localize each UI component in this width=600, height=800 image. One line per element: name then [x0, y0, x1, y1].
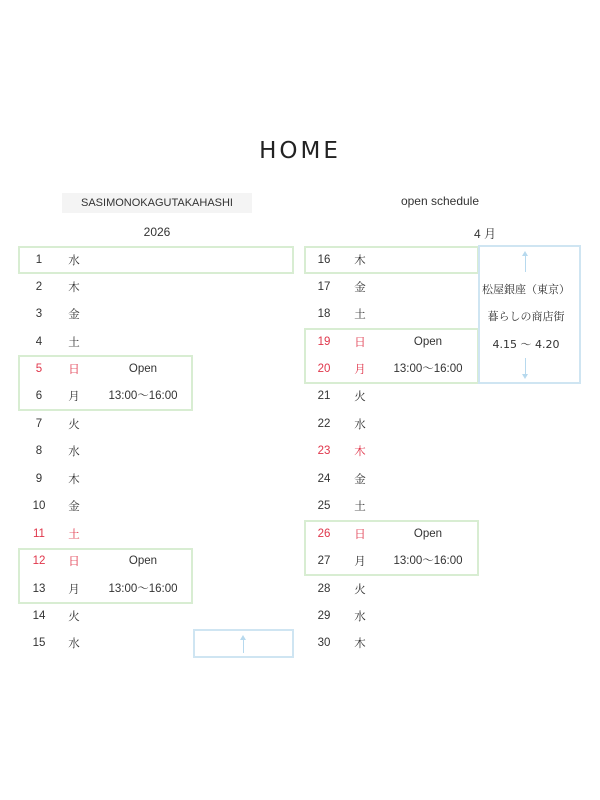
open-hours: 13:00～16:00	[108, 390, 178, 402]
day-number: 2	[35, 281, 43, 293]
day-number: 8	[35, 445, 43, 457]
day-number: 7	[35, 418, 43, 430]
day-number: 9	[35, 473, 43, 485]
day-number: 12	[32, 555, 46, 567]
weekday: 月	[354, 362, 366, 376]
open-label: Open	[413, 528, 443, 540]
weekday: 火	[354, 389, 366, 403]
day-number: 14	[32, 610, 46, 622]
day-number: 10	[32, 500, 46, 512]
weekday: 日	[354, 527, 366, 541]
weekday: 木	[68, 472, 80, 486]
weekday: 日	[354, 335, 366, 349]
open-hours: 13:00～16:00	[393, 555, 463, 567]
calendar-month: 4 月	[473, 227, 496, 241]
open-label: Open	[413, 336, 443, 348]
open-hours: 13:00～16:00	[393, 363, 463, 375]
event-dates: 4.15 ～ 4.20	[492, 338, 560, 351]
day-number: 22	[317, 418, 331, 430]
day-number: 17	[317, 281, 331, 293]
weekday: 水	[354, 609, 366, 623]
open-label: Open	[128, 555, 158, 567]
event-venue: 松屋銀座（東京）	[482, 283, 570, 296]
day-number: 24	[317, 473, 331, 485]
open-label: Open	[128, 363, 158, 375]
day-number: 13	[32, 583, 46, 595]
day-number: 26	[317, 528, 331, 540]
weekday: 水	[354, 417, 366, 431]
weekday: 水	[68, 636, 80, 650]
day-number: 5	[35, 363, 43, 375]
arrow-down-line	[525, 358, 526, 374]
day-number: 30	[317, 637, 331, 649]
day-number: 11	[33, 528, 45, 540]
weekday: 木	[354, 636, 366, 650]
weekday: 金	[68, 499, 80, 513]
weekday: 金	[354, 280, 366, 294]
weekday: 木	[354, 253, 366, 267]
day-number: 27	[317, 555, 331, 567]
weekday: 水	[68, 444, 80, 458]
calendar-year: 2026	[143, 225, 171, 239]
day-number: 19	[317, 336, 331, 348]
day-number: 3	[35, 308, 43, 320]
weekday: 木	[68, 280, 80, 294]
weekday: 土	[354, 307, 366, 321]
weekday: 金	[68, 307, 80, 321]
weekday: 土	[354, 499, 366, 513]
day-number: 18	[317, 308, 331, 320]
weekday: 火	[68, 609, 80, 623]
weekday: 土	[68, 335, 80, 349]
arrow-down-icon	[522, 374, 528, 379]
day-number: 21	[317, 390, 331, 402]
day-number: 16	[317, 254, 331, 266]
event-name: 暮らしの商店街	[487, 310, 565, 323]
day-1-highlight-box	[18, 246, 294, 274]
day-number: 25	[317, 500, 331, 512]
day-number: 15	[32, 637, 46, 649]
arrow-up-line	[243, 640, 244, 653]
page-title: HOME	[259, 138, 341, 164]
weekday: 日	[68, 362, 80, 376]
arrow-up-line	[525, 256, 526, 272]
day-number: 29	[317, 610, 331, 622]
weekday: 土	[68, 527, 80, 541]
day-number: 4	[35, 336, 43, 348]
day-number: 6	[35, 390, 43, 402]
day-number: 23	[317, 445, 331, 457]
weekday: 木	[354, 444, 366, 458]
weekday: 月	[68, 582, 80, 596]
weekday: 火	[354, 582, 366, 596]
weekday: 火	[68, 417, 80, 431]
schedule-title: open schedule	[400, 194, 480, 208]
day-number: 20	[317, 363, 331, 375]
weekday: 日	[68, 554, 80, 568]
weekday: 月	[354, 554, 366, 568]
day-number: 28	[317, 583, 331, 595]
weekday: 月	[68, 389, 80, 403]
weekday: 水	[68, 253, 80, 267]
brand-label[interactable]: SASIMONOKAGUTAKAHASHI	[62, 193, 252, 213]
day-number: 1	[35, 254, 43, 266]
open-hours: 13:00～16:00	[108, 583, 178, 595]
weekday: 金	[354, 472, 366, 486]
